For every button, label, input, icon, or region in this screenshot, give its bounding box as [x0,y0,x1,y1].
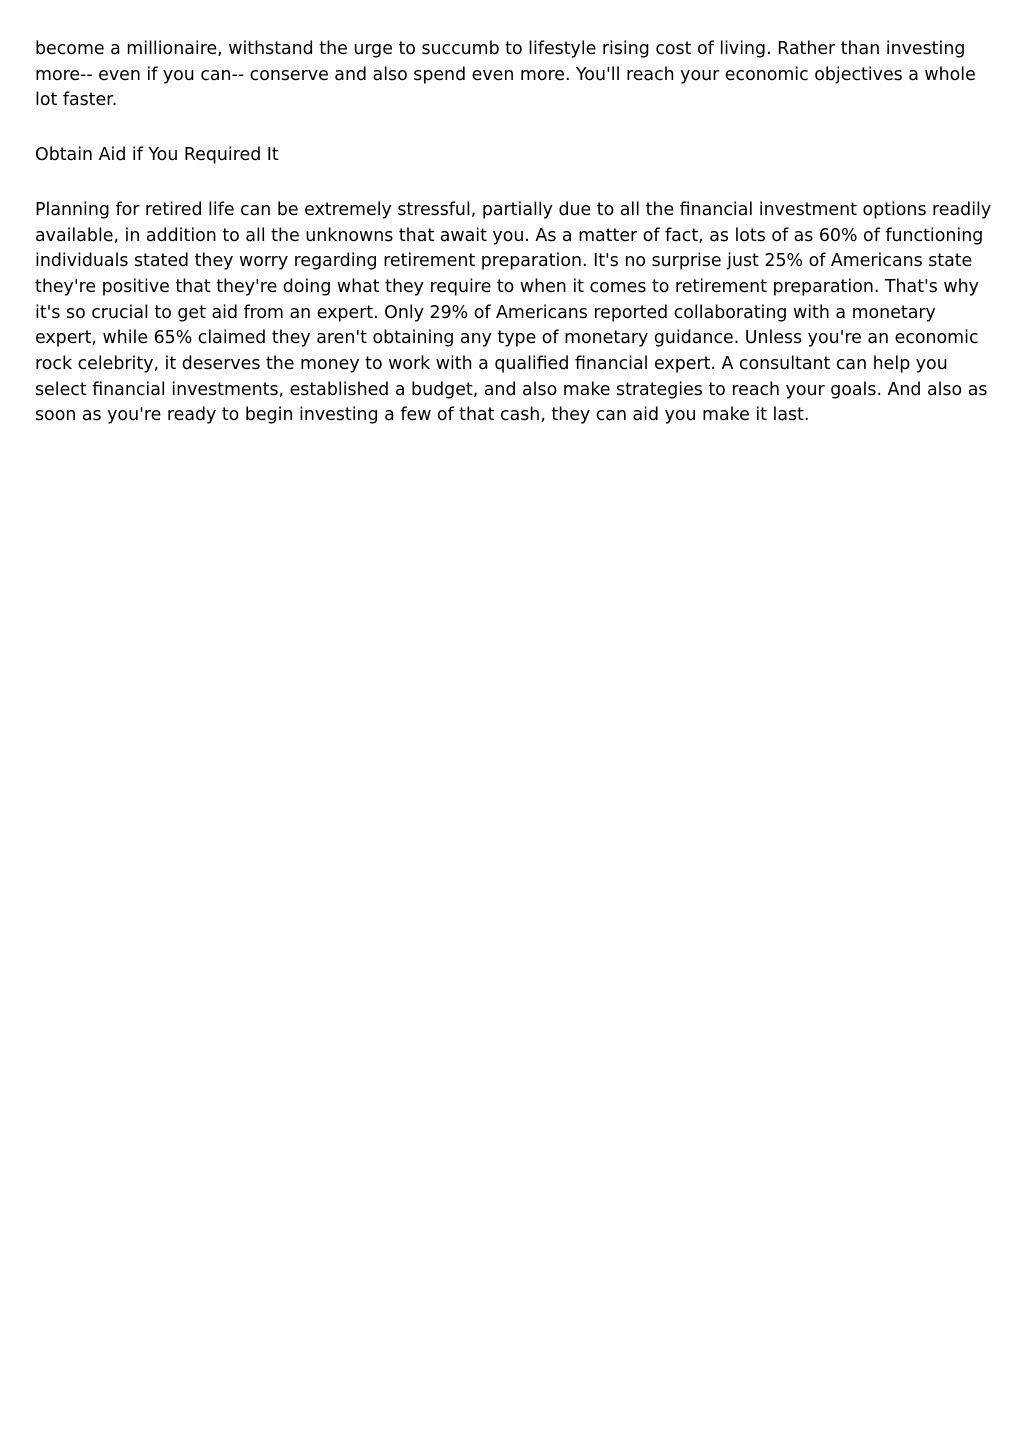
body-paragraph: Planning for retired life can be extremely stressful, partially due to all the financial investment options readily available, in addition to all the unknowns that await you. As a matter of fact, as lots of as 60% of functioning individuals stated they worry regarding retirement preparation. It's no surprise just 25% of Americans state they're positive that they're doing what they require to when it comes to retirement preparation. That's why it's so crucial to get aid from an expert. Only 29% of Americans reported collaborating with a monetary expert, while 65% claimed they aren't obtaining any type of monetary guidance. Unless you're an economic rock celebrity, it deserves the money to work with a qualified financial expert. A consultant can help you select financial investments, established a budget, and also make strategies to reach your goals. And also as soon as you're ready to begin investing a few of that cash, they can aid you make it last. [35,199,992,426]
intro-paragraph: become a millionaire, withstand the urge to succumb to lifestyle rising cost of living. Rather than investing more-- even if you can-- conserve and also spend even more. You'll reach your economic objectives a whole lot faster. [35,39,976,111]
document-page [35,37,995,429]
section-heading: Obtain Aid if You Required It [35,145,279,166]
